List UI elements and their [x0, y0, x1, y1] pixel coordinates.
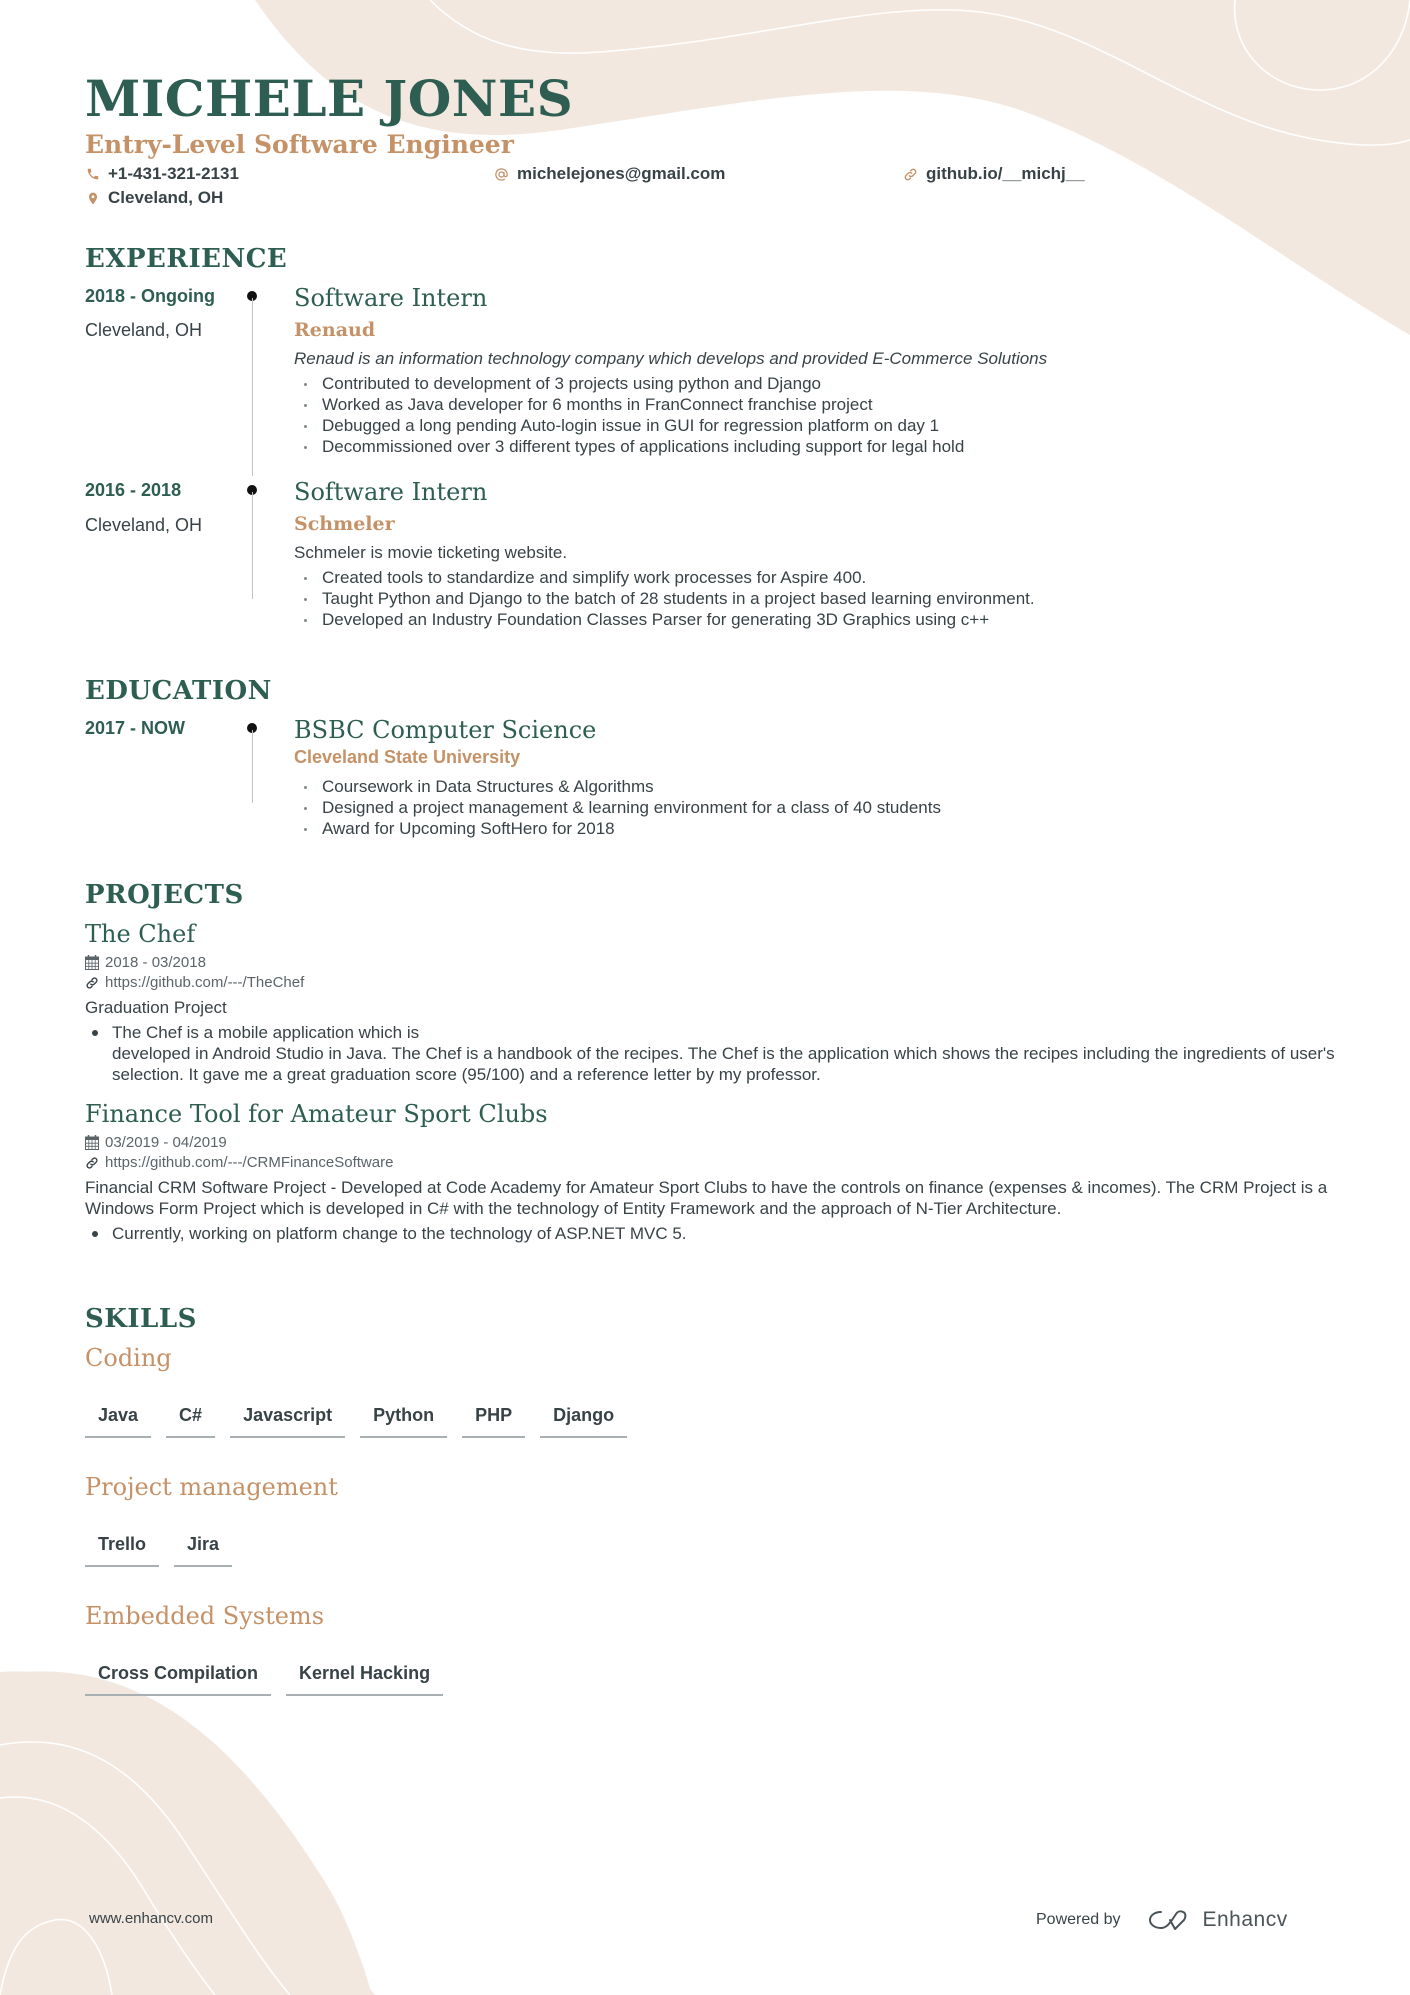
- phone-value: +1-431-321-2131: [108, 164, 239, 183]
- skill-tag: Django: [540, 1404, 627, 1438]
- project-entry: [85, 1100, 1355, 1244]
- skills-heading: SKILLS: [85, 1304, 197, 1334]
- calendar-icon: [85, 1135, 99, 1150]
- timeline-line: [252, 298, 253, 476]
- enhancv-logo-icon: [1147, 1908, 1193, 1932]
- experience-entry: [294, 284, 1354, 457]
- enhancv-logo[interactable]: [1147, 1908, 1288, 1932]
- list-item: Designed a project management & learning environment for a class of 40 students: [294, 797, 1354, 818]
- job-title: Software Intern: [294, 478, 488, 506]
- website-value: github.io/__michj__: [926, 164, 1085, 183]
- bullet-line-2: developed in Android Studio in Java. The Chef is a handbook of the recipes. The Chef is the application which shows the recipes including the ingredients of user's selection. It gave me a great graduation score (95/100) and a reference letter by my professor.: [112, 1043, 1335, 1084]
- project-link-value: https://github.com/---/TheChef: [105, 973, 305, 991]
- skill-tag: Jira: [174, 1533, 232, 1567]
- contact-location: [86, 188, 223, 208]
- project-link[interactable]: [85, 973, 1355, 993]
- skill-tag: Trello: [85, 1533, 159, 1567]
- location-value: Cleveland, OH: [108, 188, 224, 207]
- education-list: [294, 776, 1354, 839]
- skill-tag: PHP: [462, 1404, 525, 1438]
- bullet-line-1: The Chef is a mobile application which is: [112, 1022, 420, 1042]
- powered-by-label: Powered by: [1036, 1911, 1121, 1928]
- list-item: [85, 1022, 1355, 1085]
- projects-heading: PROJECTS: [85, 880, 244, 910]
- achievement-list: [294, 567, 1354, 630]
- experience-1-location: Cleveland, OH: [85, 320, 203, 340]
- job-title: Software Intern: [294, 284, 488, 312]
- list-item: Currently, working on platform change to the technology of ASP.NET MVC 5.: [85, 1223, 1355, 1244]
- project-dates: [85, 953, 1355, 973]
- footer-website-link[interactable]: www.enhancv.com: [89, 1910, 213, 1927]
- contact-email[interactable]: [494, 164, 725, 184]
- project-title: Finance Tool for Amateur Sport Clubs: [85, 1100, 548, 1128]
- candidate-title: Entry-Level Software Engineer: [85, 130, 514, 159]
- company-description: Renaud is an information technology company which develops and provided E-Commerce Solutions: [294, 348, 1048, 368]
- education-dates: 2017 - NOW: [85, 718, 186, 738]
- project-bullets: [85, 1223, 1355, 1244]
- timeline-line: [252, 730, 253, 803]
- phone-icon: [86, 167, 100, 181]
- link-icon: [85, 1156, 99, 1170]
- experience-entry: [294, 478, 1354, 630]
- degree-title: BSBC Computer Science: [294, 716, 597, 744]
- school-name: Cleveland State University: [294, 746, 521, 767]
- list-item: Developed an Industry Foundation Classes Parser for generating 3D Graphics using c++: [294, 609, 1354, 630]
- skill-tags-project-management: [85, 1533, 232, 1567]
- list-item: Created tools to standardize and simplify work processes for Aspire 400.: [294, 567, 1354, 588]
- skill-group-embedded-systems: Embedded Systems: [85, 1602, 325, 1630]
- skill-tag: C#: [166, 1404, 215, 1438]
- contact-website[interactable]: [903, 164, 1085, 184]
- experience-2-location: Cleveland, OH: [85, 515, 203, 535]
- skill-tag: Javascript: [230, 1404, 345, 1438]
- education-heading: EDUCATION: [85, 676, 272, 706]
- contact-phone[interactable]: [86, 164, 239, 184]
- skill-tag: Cross Compilation: [85, 1662, 271, 1696]
- project-link[interactable]: [85, 1153, 1355, 1173]
- experience-2-dates: 2016 - 2018: [85, 480, 182, 500]
- candidate-name: MICHELE JONES: [85, 69, 574, 128]
- list-item: Coursework in Data Structures & Algorithms: [294, 776, 1354, 797]
- project-link-value: https://github.com/---/CRMFinanceSoftware: [105, 1153, 394, 1171]
- list-item: Taught Python and Django to the batch of 28 students in a project based learning environment.: [294, 588, 1354, 609]
- skill-tags-coding: [85, 1404, 627, 1438]
- list-item: Decommissioned over 3 different types of applications including support for legal hold: [294, 436, 1354, 457]
- project-entry: [85, 920, 1355, 1085]
- company-name: Renaud: [294, 318, 376, 341]
- timeline-line: [252, 492, 253, 599]
- project-description: Graduation Project: [85, 997, 227, 1017]
- project-dates: [85, 1133, 1355, 1153]
- skill-tags-embedded-systems: [85, 1662, 443, 1696]
- at-icon: [494, 167, 509, 182]
- skill-group-project-management: Project management: [85, 1473, 338, 1501]
- location-pin-icon: [86, 191, 100, 206]
- skill-tag: Kernel Hacking: [286, 1662, 443, 1696]
- calendar-icon: [85, 955, 99, 970]
- achievement-list: [294, 373, 1354, 457]
- skill-group-coding: Coding: [85, 1344, 172, 1372]
- powered-by: [1036, 1908, 1288, 1932]
- project-bullets: [85, 1022, 1355, 1085]
- project-dates-value: 2018 - 03/2018: [105, 953, 206, 971]
- email-value: michelejones@gmail.com: [517, 164, 726, 183]
- skill-tag: Java: [85, 1404, 151, 1438]
- list-item: Award for Upcoming SoftHero for 2018: [294, 818, 1354, 839]
- link-icon: [85, 976, 99, 990]
- experience-1-dates: 2018 - Ongoing: [85, 286, 216, 306]
- education-entry: [294, 716, 1354, 839]
- experience-heading: EXPERIENCE: [85, 244, 288, 274]
- list-item: Debugged a long pending Auto-login issue in GUI for regression platform on day 1: [294, 415, 1354, 436]
- link-icon: [903, 167, 918, 182]
- company-description: Schmeler is movie ticketing website.: [294, 542, 568, 562]
- enhancv-brand-name: Enhancv: [1202, 1908, 1288, 1931]
- company-name: Schmeler: [294, 512, 395, 535]
- skill-tag: Python: [360, 1404, 447, 1438]
- project-description: Financial CRM Software Project - Developed at Code Academy for Amateur Sport Clubs to have the controls on finance (expenses & incomes). The CRM Project is a Windows Form Project which is developed in C# with the technology of Entity Framework and the approach of N-Tier Architecture.: [85, 1177, 1328, 1218]
- project-title: The Chef: [85, 920, 196, 948]
- list-item: Contributed to development of 3 projects using python and Django: [294, 373, 1354, 394]
- project-dates-value: 03/2019 - 04/2019: [105, 1133, 227, 1151]
- list-item: Worked as Java developer for 6 months in FranConnect franchise project: [294, 394, 1354, 415]
